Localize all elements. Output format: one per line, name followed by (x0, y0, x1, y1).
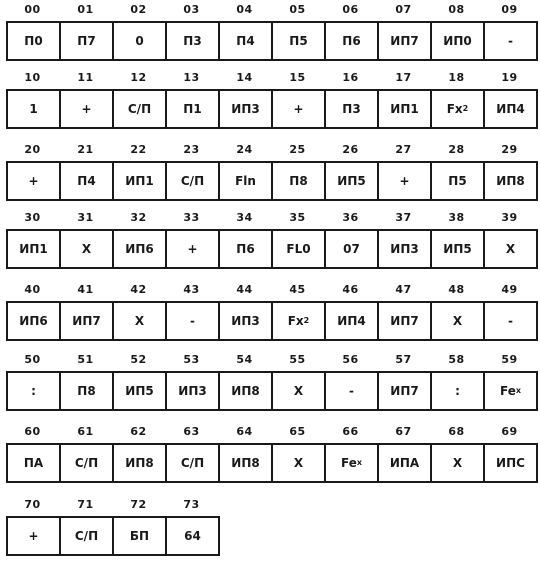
step-address: 35 (289, 211, 306, 224)
instruction-cell (8, 91, 61, 127)
instruction-cell (273, 163, 326, 199)
step-address: 17 (395, 71, 412, 84)
instruction-code: ИП0 (443, 34, 472, 48)
instruction-code: ИП8 (496, 174, 525, 188)
instruction-code: ИП7 (390, 34, 419, 48)
instruction-strip (6, 516, 220, 556)
step-address: 45 (289, 283, 306, 296)
instruction-cell (114, 303, 167, 339)
instruction-code: ИП1 (19, 242, 48, 256)
instruction-code: БП (129, 529, 150, 543)
instruction-cell (61, 303, 114, 339)
instruction-cell (220, 445, 273, 481)
instruction-code: П7 (77, 34, 96, 48)
step-address: 34 (236, 211, 253, 224)
step-address: 18 (448, 71, 465, 84)
step-address: 38 (448, 211, 465, 224)
instruction-code: ИПС (496, 456, 525, 470)
instruction-cell (485, 163, 538, 199)
instruction-code: - (190, 314, 195, 328)
instruction-code: + (187, 242, 198, 256)
instruction-code: П4 (236, 34, 255, 48)
step-address: 12 (130, 71, 147, 84)
step-address: 58 (448, 353, 465, 366)
instruction-code: П6 (236, 242, 255, 256)
step-address: 63 (183, 425, 200, 438)
step-address: 56 (342, 353, 359, 366)
program-row (6, 425, 536, 497)
instruction-cell (379, 303, 432, 339)
step-address: 55 (289, 353, 306, 366)
step-address: 22 (130, 143, 147, 156)
instruction-cell (61, 231, 114, 267)
instruction-cell (432, 163, 485, 199)
step-address: 43 (183, 283, 200, 296)
instruction-code: + (81, 102, 92, 116)
instruction-cell (61, 23, 114, 59)
step-address: 52 (130, 353, 147, 366)
instruction-cell (167, 373, 220, 409)
step-address: 61 (77, 425, 94, 438)
program-row (6, 353, 536, 425)
instruction-cell (326, 91, 379, 127)
step-address: 50 (24, 353, 41, 366)
instruction-code: X (134, 314, 145, 328)
instruction-cell (379, 91, 432, 127)
step-address: 36 (342, 211, 359, 224)
instruction-code: + (28, 529, 39, 543)
instruction-cell (432, 445, 485, 481)
step-address: 28 (448, 143, 465, 156)
step-address: 71 (77, 498, 94, 511)
step-address: 39 (501, 211, 518, 224)
instruction-cell (114, 163, 167, 199)
step-address: 06 (342, 3, 359, 16)
instruction-cell (61, 373, 114, 409)
instruction-cell (114, 518, 167, 554)
instruction-code: С/П (74, 456, 99, 470)
instruction-code: П1 (183, 102, 202, 116)
instruction-cell (167, 91, 220, 127)
instruction-cell (167, 518, 220, 554)
instruction-cell (485, 23, 538, 59)
program-row (6, 283, 536, 355)
instruction-code: С/П (180, 456, 205, 470)
instruction-cell (8, 445, 61, 481)
step-address: 66 (342, 425, 359, 438)
instruction-cell (167, 231, 220, 267)
step-address: 60 (24, 425, 41, 438)
step-address: 08 (448, 3, 465, 16)
instruction-cell (432, 303, 485, 339)
step-address: 29 (501, 143, 518, 156)
step-address: 49 (501, 283, 518, 296)
step-address: 48 (448, 283, 465, 296)
instruction-cell (8, 518, 61, 554)
instruction-cell (220, 303, 273, 339)
instruction-cell (379, 373, 432, 409)
instruction-code: X (81, 242, 92, 256)
step-address: 62 (130, 425, 147, 438)
step-address: 37 (395, 211, 412, 224)
instruction-code: ИП5 (443, 242, 472, 256)
instruction-code: С/П (127, 102, 152, 116)
step-address: 10 (24, 71, 41, 84)
instruction-cell (379, 23, 432, 59)
instruction-code: П8 (77, 384, 96, 398)
instruction-code: X (452, 456, 463, 470)
instruction-cell (432, 373, 485, 409)
step-address: 40 (24, 283, 41, 296)
instruction-code: X (293, 456, 304, 470)
instruction-code: - (508, 314, 513, 328)
instruction-cell (273, 373, 326, 409)
step-address: 15 (289, 71, 306, 84)
instruction-cell (220, 23, 273, 59)
instruction-cell (114, 23, 167, 59)
program-row (6, 498, 536, 570)
step-address: 25 (289, 143, 306, 156)
instruction-cell: Fx 2 (432, 91, 485, 127)
instruction-code: П3 (342, 102, 361, 116)
step-address: 02 (130, 3, 147, 16)
instruction-code: П5 (289, 34, 308, 48)
instruction-code: 64 (184, 529, 201, 543)
program-row (6, 211, 536, 283)
instruction-cell (485, 445, 538, 481)
step-address: 64 (236, 425, 253, 438)
step-address: 16 (342, 71, 359, 84)
instruction-code: ИП3 (231, 314, 260, 328)
instruction-code: ИП3 (231, 102, 260, 116)
instruction-cell (8, 303, 61, 339)
instruction-code: Fe (340, 456, 357, 470)
instruction-code: П3 (183, 34, 202, 48)
instruction-code: Fln (235, 174, 256, 188)
step-address: 46 (342, 283, 359, 296)
step-address: 72 (130, 498, 147, 511)
instruction-cell (326, 23, 379, 59)
instruction-code: ИП4 (337, 314, 366, 328)
step-address: 33 (183, 211, 200, 224)
instruction-code: X (505, 242, 516, 256)
step-address: 53 (183, 353, 200, 366)
instruction-code: ИП7 (72, 314, 101, 328)
step-address: 26 (342, 143, 359, 156)
instruction-code: + (399, 174, 410, 188)
step-address: 04 (236, 3, 253, 16)
instruction-cell (273, 231, 326, 267)
step-address: 19 (501, 71, 518, 84)
instruction-code: Fe (499, 384, 516, 398)
step-address: 68 (448, 425, 465, 438)
instruction-cell (379, 445, 432, 481)
instruction-code: П4 (77, 174, 96, 188)
instruction-code: ИП7 (390, 384, 419, 398)
step-address: 01 (77, 3, 94, 16)
instruction-cell (326, 231, 379, 267)
instruction-cell (8, 163, 61, 199)
instruction-code: ИП8 (231, 384, 260, 398)
step-address: 42 (130, 283, 147, 296)
program-row (6, 3, 536, 75)
instruction-code: П6 (342, 34, 361, 48)
instruction-cell: Fx 2 (273, 303, 326, 339)
instruction-code: 1 (29, 102, 38, 116)
step-address: 73 (183, 498, 200, 511)
instruction-cell (114, 445, 167, 481)
instruction-code: 07 (343, 242, 360, 256)
instruction-code: П8 (289, 174, 308, 188)
instruction-cell (273, 445, 326, 481)
instruction-cell (485, 91, 538, 127)
instruction-cell (167, 303, 220, 339)
step-address: 07 (395, 3, 412, 16)
instruction-cell (273, 91, 326, 127)
instruction-code: Fx (287, 314, 304, 328)
step-address: 03 (183, 3, 200, 16)
step-address: 30 (24, 211, 41, 224)
instruction-code: 0 (135, 34, 144, 48)
instruction-cell: Fe x (326, 445, 379, 481)
instruction-cell (273, 23, 326, 59)
instruction-strip (6, 229, 538, 269)
step-address: 21 (77, 143, 94, 156)
instruction-cell (114, 231, 167, 267)
step-address: 20 (24, 143, 41, 156)
step-address: 00 (24, 3, 41, 16)
instruction-strip (6, 21, 538, 61)
instruction-code: ИП5 (337, 174, 366, 188)
instruction-cell (485, 231, 538, 267)
step-address: 14 (236, 71, 253, 84)
instruction-cell (220, 163, 273, 199)
instruction-code: П5 (448, 174, 467, 188)
instruction-cell (114, 91, 167, 127)
step-address: 47 (395, 283, 412, 296)
step-address: 05 (289, 3, 306, 16)
instruction-cell (114, 373, 167, 409)
instruction-strip (6, 89, 538, 129)
instruction-code: ИП3 (390, 242, 419, 256)
instruction-code: : (31, 384, 36, 398)
program-row (6, 71, 536, 143)
instruction-code: : (455, 384, 460, 398)
step-address: 44 (236, 283, 253, 296)
instruction-code: С/П (180, 174, 205, 188)
instruction-code: С/П (74, 529, 99, 543)
instruction-cell (379, 231, 432, 267)
step-address: 65 (289, 425, 306, 438)
step-address: 27 (395, 143, 412, 156)
program-row (6, 143, 536, 215)
step-address: 57 (395, 353, 412, 366)
instruction-code: - (508, 34, 513, 48)
instruction-cell (326, 373, 379, 409)
instruction-code: ИП1 (390, 102, 419, 116)
instruction-code: - (349, 384, 354, 398)
instruction-strip (6, 301, 538, 341)
instruction-strip (6, 161, 538, 201)
instruction-cell (220, 91, 273, 127)
instruction-strip (6, 443, 538, 483)
step-address: 24 (236, 143, 253, 156)
instruction-code: П0 (24, 34, 43, 48)
instruction-code: X (452, 314, 463, 328)
instruction-code: ИП8 (231, 456, 260, 470)
step-address: 69 (501, 425, 518, 438)
instruction-code: ИП5 (125, 384, 154, 398)
instruction-code: ИП8 (125, 456, 154, 470)
step-address: 59 (501, 353, 518, 366)
step-address: 23 (183, 143, 200, 156)
instruction-code: FL0 (286, 242, 311, 256)
step-address: 13 (183, 71, 200, 84)
instruction-strip (6, 371, 538, 411)
instruction-code: ИП6 (19, 314, 48, 328)
step-address: 54 (236, 353, 253, 366)
instruction-cell (326, 163, 379, 199)
instruction-code: ИП7 (390, 314, 419, 328)
instruction-cell (8, 373, 61, 409)
step-address: 67 (395, 425, 412, 438)
instruction-code: ИП3 (178, 384, 207, 398)
instruction-cell: Fe x (485, 373, 538, 409)
step-address: 51 (77, 353, 94, 366)
instruction-cell (167, 163, 220, 199)
step-address: 11 (77, 71, 94, 84)
instruction-cell (61, 445, 114, 481)
instruction-code: X (293, 384, 304, 398)
instruction-cell (432, 231, 485, 267)
instruction-code: + (293, 102, 304, 116)
step-address: 09 (501, 3, 518, 16)
instruction-cell (379, 163, 432, 199)
instruction-cell (167, 445, 220, 481)
instruction-code: ПА (23, 456, 44, 470)
step-address: 32 (130, 211, 147, 224)
step-address: 31 (77, 211, 94, 224)
instruction-cell (61, 518, 114, 554)
instruction-code: Fx (446, 102, 463, 116)
instruction-cell (432, 23, 485, 59)
instruction-code: ИП4 (496, 102, 525, 116)
instruction-cell (8, 231, 61, 267)
instruction-cell (220, 231, 273, 267)
instruction-code: ИП6 (125, 242, 154, 256)
instruction-cell (485, 303, 538, 339)
instruction-cell (326, 303, 379, 339)
instruction-cell (61, 91, 114, 127)
instruction-cell (8, 23, 61, 59)
instruction-code: ИПА (389, 456, 420, 470)
step-address: 70 (24, 498, 41, 511)
instruction-cell (61, 163, 114, 199)
step-address: 41 (77, 283, 94, 296)
instruction-code: + (28, 174, 39, 188)
instruction-cell (220, 373, 273, 409)
instruction-code: ИП1 (125, 174, 154, 188)
instruction-cell (167, 23, 220, 59)
